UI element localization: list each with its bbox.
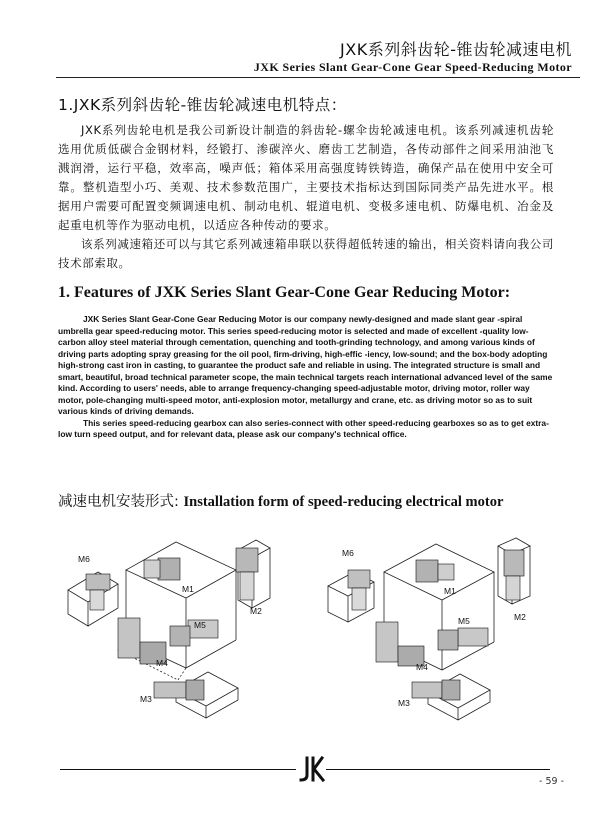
- right-label-m6: M6: [342, 548, 354, 558]
- left-label-m4: M4: [156, 658, 168, 668]
- page-number: - 59 -: [539, 776, 564, 787]
- section3-title-en: Installation form of speed-reducing electrical motor: [183, 494, 504, 510]
- jk-logo-icon: [296, 755, 326, 783]
- installation-diagram-left: [58, 530, 298, 730]
- left-label-m3: M3: [140, 694, 152, 704]
- right-label-m3: M3: [398, 698, 410, 708]
- left-label-m5: M5: [194, 620, 206, 630]
- section1-paragraph-2: 该系列减速箱还可以与其它系列减速箱串联以获得超低转速的输出，相关资料请向我公司技术部索取。: [58, 237, 554, 270]
- section1-body: [58, 121, 554, 273]
- left-label-m1: M1: [182, 584, 194, 594]
- section3-title: [58, 490, 503, 511]
- installation-diagram-right: [318, 530, 558, 730]
- section2-paragraph-2: This series speed-reducing gearbox can also series-connect with other speed-reducing gearboxes so as to get extra-low turn speed output, and for relevant data, please ask our company's technical office.: [58, 417, 549, 439]
- right-label-m2: M2: [514, 612, 526, 622]
- left-label-m2: M2: [250, 606, 262, 616]
- right-label-m5: M5: [458, 616, 470, 626]
- section2-title: 1. Features of JXK Series Slant Gear-Cone Gear Reducing Motor:: [58, 284, 511, 301]
- section1-title: 1.JXK系列斜齿轮-锥齿轮减速电机特点：: [58, 96, 347, 114]
- section2-paragraph-1: JXK Series Slant Gear-Cone Gear Reducing Motor is our company newly-designed and made slant gear -spiral umbrella gear speed-reducing motor. This series speed-reducing motor is selected and made of excellent -quality low-carbon alloy steel material through cementation, quenching and tooth-grinding technology, and among various kinds of driving parts adopting spray greasing for the oil pool, firm-driving, high-effic -iency, low-sound; and the box-body adopting high-strong cast iron in casting, to guarantee the product safe and reliable in using. The integrated structure is small and smart, beautiful, broad technical parameter scope, the main technical targets reach international advanced level of the same kind. According to users' needs, able to arrange frequency-changing speed-adjustable motor, driving motor, roller way motor, pole-changing multi-speed motor, anti-explosion motor, metallurgy and crane, etc. as driving motor so as to suit various kinds of driving demands.: [58, 314, 553, 416]
- page-header: [254, 40, 572, 75]
- header-rule: [56, 77, 580, 78]
- section3-title-cn: 减速电机安装形式:: [58, 494, 179, 510]
- header-title-en: JXK Series Slant Gear-Cone Gear Speed-Reducing Motor: [253, 60, 572, 74]
- section2-body: [58, 314, 556, 441]
- section1-paragraph-1: JXK系列齿轮电机是我公司新设计制造的斜齿轮-螺伞齿轮减速电机。该系列减速机齿轮选用优质低碳合金钢材料，经锻打、渗碳淬火、磨齿工艺制造，各传动部件之间采用油池飞溅润滑，运行平稳，效率高，噪声低；箱体采用高强度铸铁铸造，确保产品在使用中安全可靠。整机造型小巧、美观、技术参数范围广，主要技术指标达到国际同类产品先进水平。根据用户需要可配置变频调速电机、制动电机、辊道电机、变极多速电机、防爆电机、冶金及起重电机等作为驱动电机，以适应各种传动的要求。: [58, 123, 554, 232]
- header-title-cn: JXK系列斜齿轮-锥齿轮减速电机: [340, 40, 572, 59]
- right-label-m4: M4: [416, 662, 428, 672]
- right-label-m1: M1: [444, 586, 456, 596]
- left-label-m6: M6: [78, 554, 90, 564]
